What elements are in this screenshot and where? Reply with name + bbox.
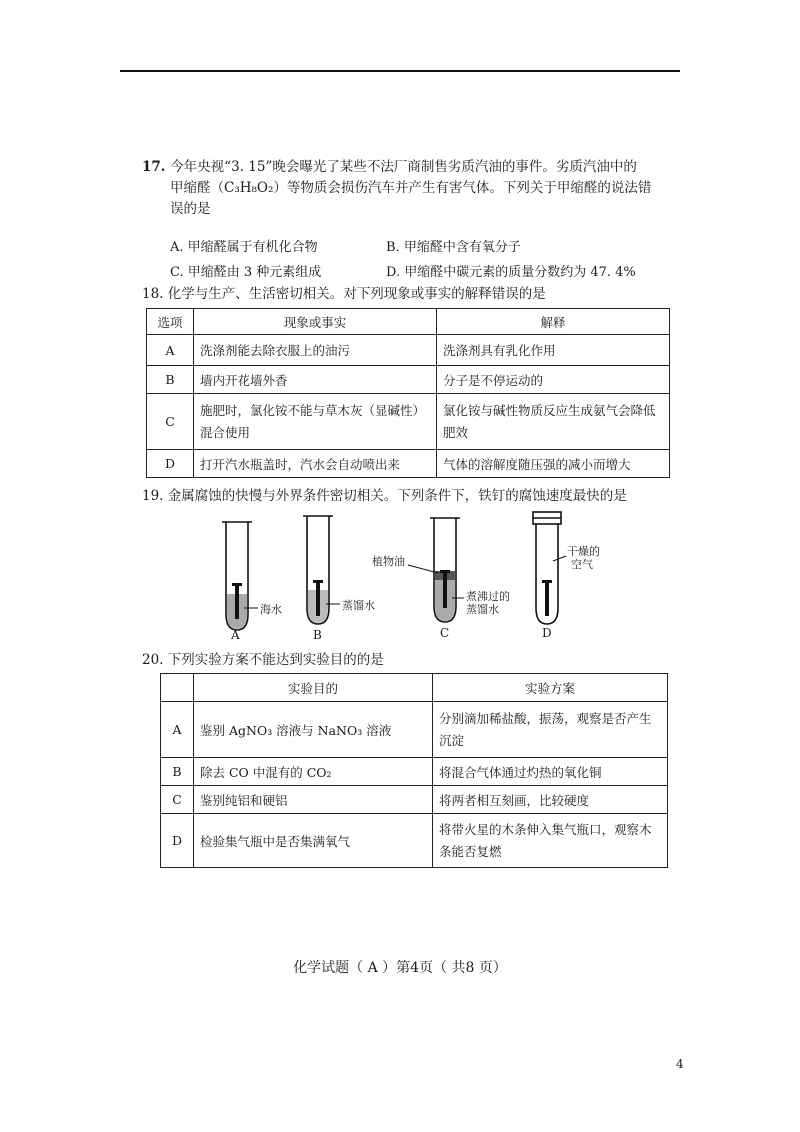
label-dry-line2: 空气 [571,558,593,571]
q18-row-d-option: D [147,450,194,478]
q20-stem: 20. 下列实验方案不能达到实验目的的是 [142,652,384,668]
q18-stem: 18. 化学与生产、生活密切相关。对下列现象或事实的解释错误的是 [142,286,546,302]
q20-row-b-plan: 将混合气体通过灼热的氧化铜 [433,758,668,786]
q18-row-c-expl: 氯化铵与碱性物质反应生成氨气会降低肥效 [437,394,670,450]
q18-header-fact: 现象或事实 [194,309,437,335]
q17-option-b: B. 甲缩醛中含有氧分子 [386,240,521,255]
label-boiled-distilled-water [466,590,510,616]
tube-label-d: D [542,626,552,640]
q20-header-option [161,674,194,702]
q18-row-c-option: C [147,394,194,450]
label-dry-line1: 干燥的 [567,545,600,558]
q20-row-c-goal: 鉴别纯铝和硬铝 [194,786,433,814]
q20-row-c-option: C [161,786,194,814]
q18-row-a-fact: 洗涤剂能去除衣服上的油污 [194,335,437,366]
label-seawater: 海水 [260,603,282,616]
q18-row-d-expl: 气体的溶解度随压强的减小而增大 [437,450,670,478]
nail-c [443,570,447,608]
q20-row-a-option: A [161,702,194,758]
q18-header-expl: 解释 [437,309,670,335]
label-plant-oil: 植物油 [372,555,405,568]
q20-row-d-option: D [161,814,194,868]
q17-option-a: A. 甲缩醛属于有机化合物 [170,240,318,255]
nail-a [235,583,239,619]
nail-b [316,580,320,616]
q20-row-d-plan: 将带火星的木条伸入集气瓶口，观察木条能否复燃 [433,814,668,868]
tube-label-a: A [231,628,240,642]
label-dry-air [567,545,600,571]
q17-line2: 甲缩醛（C₃H₈O₂）等物质会损伤汽车并产生有害气体。下列关于甲缩醛的说法错 [170,180,652,196]
table-row [161,814,668,868]
q20-header-goal: 实验目的 [194,674,433,702]
table-row [161,758,668,786]
q17-line1: 今年央视“3. 15”晚会曝光了某些不法厂商制售劣质汽油的事件。劣质汽油中的 [170,159,637,175]
nail-d [545,580,549,616]
label-boiled-line1: 煮沸过的 [466,590,510,603]
q19-stem: 19. 金属腐蚀的快慢与外界条件密切相关。下列条件下，铁钉的腐蚀速度最快的是 [142,488,627,504]
tube-label-b: B [313,628,322,642]
q20-row-a-goal: 鉴别 AgNO₃ 溶液与 NaNO₃ 溶液 [194,702,433,758]
q18-row-a-expl: 洗涤剂具有乳化作用 [437,335,670,366]
q20-row-b-goal: 除去 CO 中混有的 CO₂ [194,758,433,786]
q20-header-plan: 实验方案 [433,674,668,702]
q18-row-b-fact: 墙内开花墙外香 [194,366,437,394]
q20-row-c-plan: 将两者相互刻画，比较硬度 [433,786,668,814]
q18-row-b-option: B [147,366,194,394]
q18-row-a-option: A [147,335,194,366]
q18-row-c-fact: 施肥时，氯化铵不能与草木灰（显碱性）混合使用 [194,394,437,450]
table-row [161,702,668,758]
q20-row-b-option: B [161,758,194,786]
q20-table [160,673,668,868]
q17-option-d: D. 甲缩醛中碳元素的质量分数约为 47. 4% [386,265,636,280]
q20-row-a-plan: 分别滴加稀盐酸，振荡，观察是否产生沉淀 [433,702,668,758]
q17-line3: 误的是 [170,201,211,217]
page-footer: 化学试题（ A ）第4页（ 共8 页） [293,960,507,976]
q20-row-d-goal: 检验集气瓶中是否集满氧气 [194,814,433,868]
q17-number-inline: 17. [142,159,171,175]
tube-label-c: C [440,626,450,640]
q17-option-c: C. 甲缩醛由 3 种元素组成 [170,265,322,280]
q18-header-option: 选项 [147,309,194,335]
label-distilled-water: 蒸馏水 [342,599,375,612]
table-row [161,786,668,814]
q18-row-d-fact: 打开汽水瓶盖时，汽水会自动喷出来 [194,450,437,478]
q18-row-b-expl: 分子是不停运动的 [437,366,670,394]
label-boiled-line2: 蒸馏水 [466,603,499,616]
page-number: 4 [676,1057,684,1071]
